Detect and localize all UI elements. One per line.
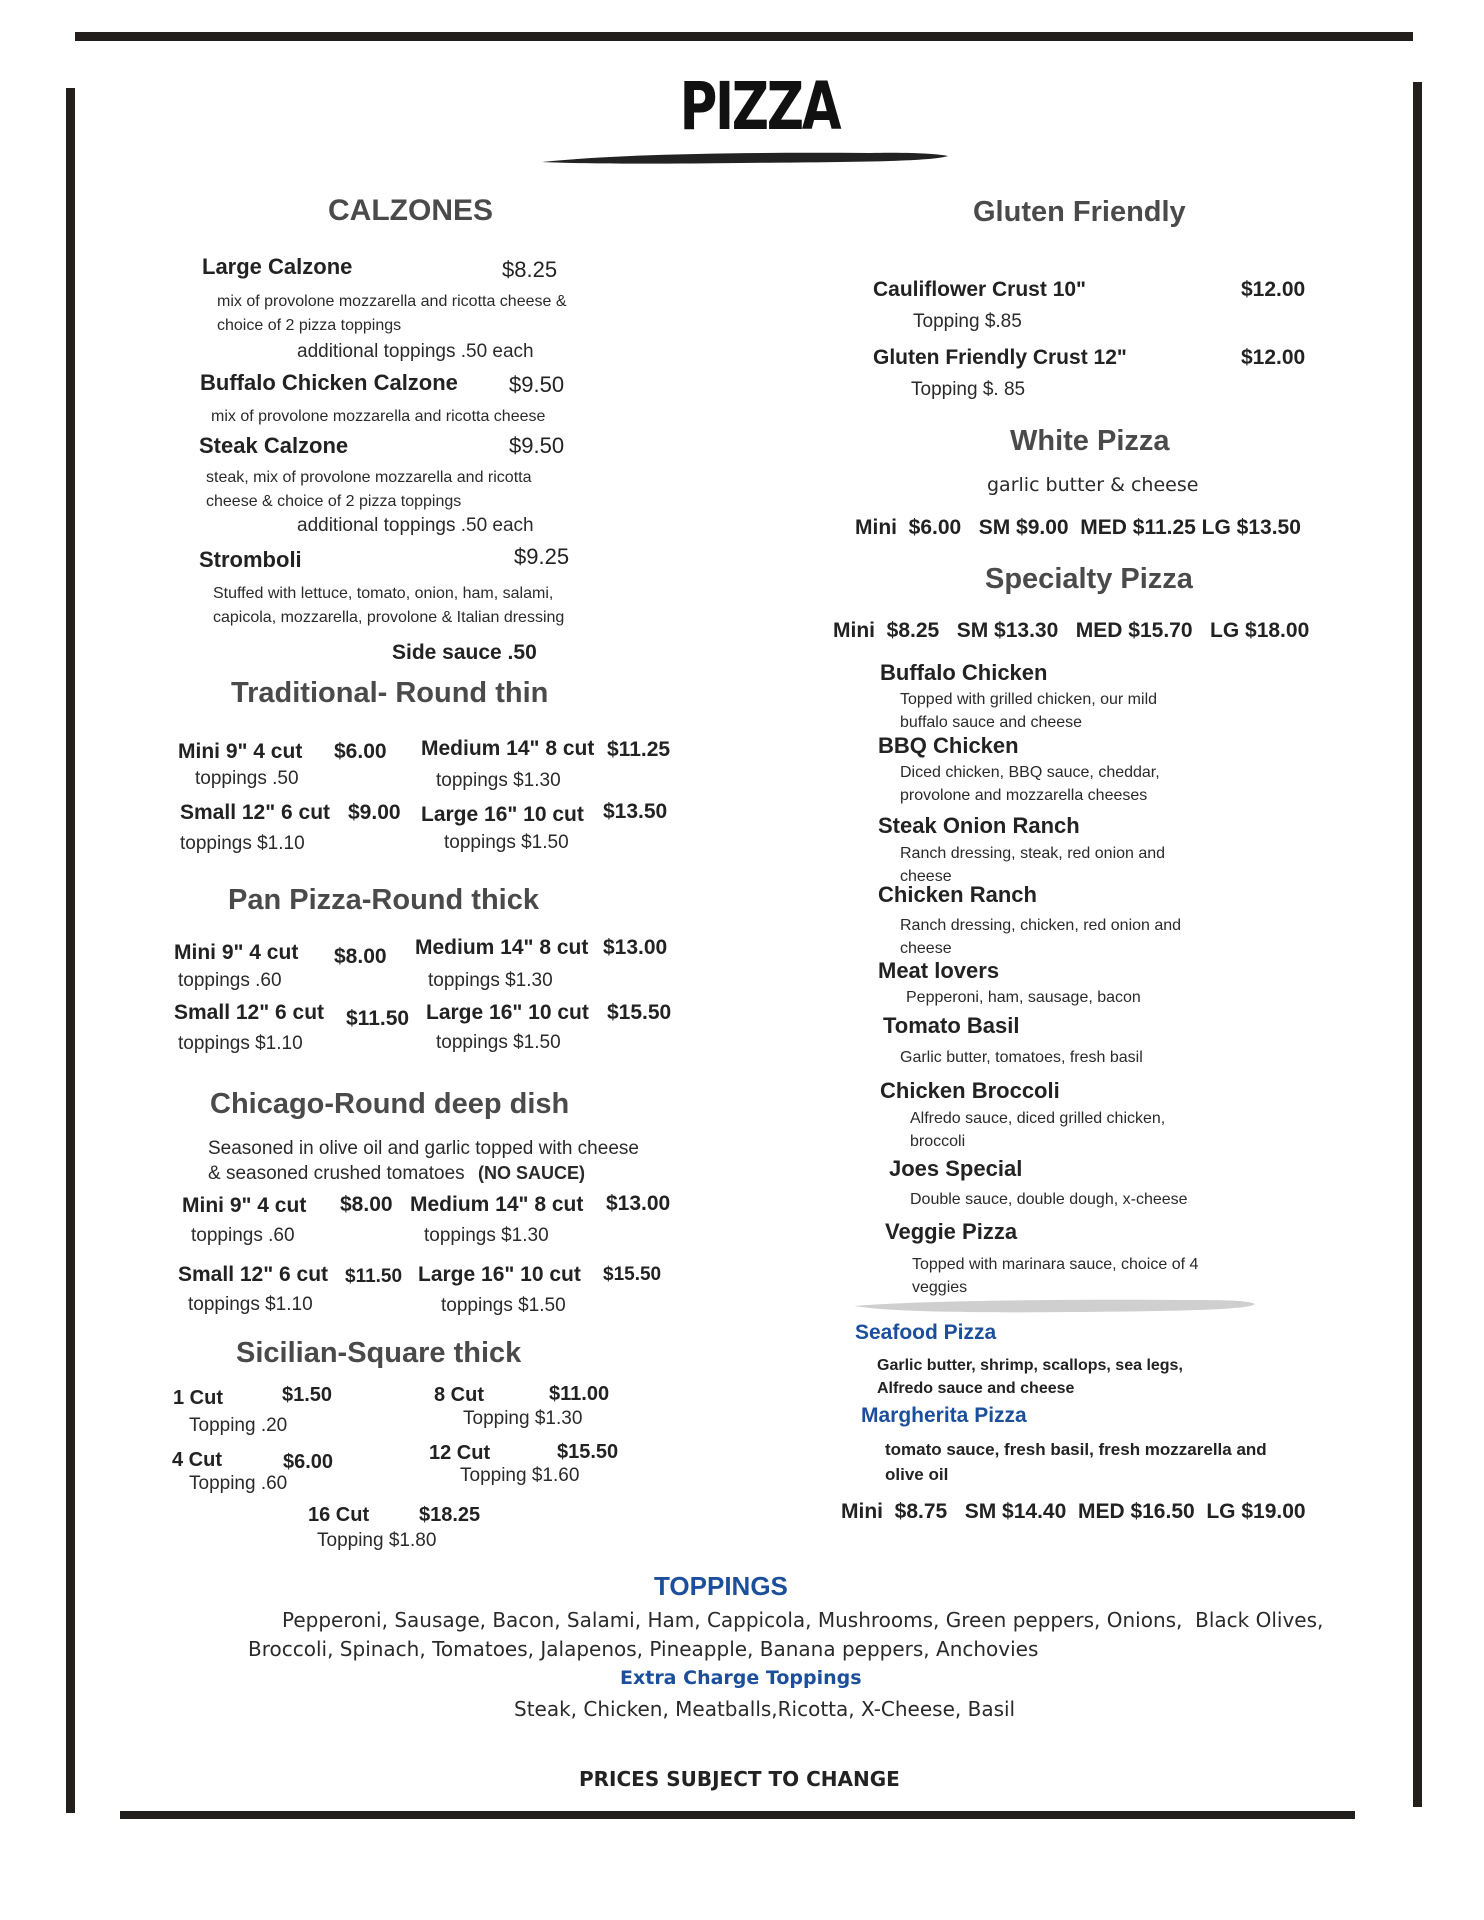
trad-medium-toppings: toppings $1.30 [436,770,561,791]
white-prices: Mini $6.00 SM $9.00 MED $11.25 LG $13.50 [855,516,1301,539]
sp-joes-name: Joes Special [889,1156,1023,1181]
sicilian-8cut: 8 Cut [434,1384,484,1406]
margherita-desc-2: olive oil [885,1465,949,1484]
sicilian-1cut-topping: Topping .20 [189,1415,288,1436]
stromboli-name: Stromboli [199,547,302,572]
sp-steak-desc-1: Ranch dressing, steak, red onion and [900,845,1166,862]
left-border [66,88,75,1813]
steak-calzone-desc-2: cheese & choice of 2 pizza toppings [206,493,462,510]
chicago-mini-toppings: toppings .60 [191,1225,295,1246]
stromboli-desc-2: capicola, mozzarella, provolone & Italian dressing [213,609,565,626]
sp-tomato-desc: Garlic butter, tomatoes, fresh basil [900,1049,1143,1066]
seafood-desc-1: Garlic butter, shrimp, scallops, sea legs, [877,1357,1183,1374]
toppings-heading: TOPPINGS [654,1571,788,1601]
top-border [75,32,1413,41]
sp-bbq-desc-1: Diced chicken, BBQ sauce, cheddar, [900,764,1160,781]
chicago-no-sauce: (NO SAUCE) [478,1163,585,1183]
prices-disclaimer: PRICES SUBJECT TO CHANGE [579,1767,900,1791]
buffalo-calzone-price: $9.50 [509,372,565,397]
pan-medium-size: Medium 14" 8 cut [415,936,589,959]
cauliflower-name: Cauliflower Crust 10" [873,278,1087,301]
gluten-crust-name: Gluten Friendly Crust 12" [873,346,1127,369]
buffalo-calzone-desc: mix of provolone mozzarella and ricotta cheese [211,408,546,425]
sicilian-1cut-price: $1.50 [282,1384,333,1406]
sicilian-1cut: 1 Cut [173,1387,223,1409]
sp-joes-desc: Double sauce, double dough, x-cheese [910,1191,1188,1208]
pan-mini-toppings: toppings .60 [178,970,282,991]
trad-mini-toppings: toppings .50 [195,768,299,789]
trad-large-size: Large 16" 10 cut [421,803,584,826]
sicilian-16cut-topping: Topping $1.80 [317,1530,437,1551]
chicago-desc-1: Seasoned in olive oil and garlic topped with cheese [208,1138,639,1159]
chicago-large-price: $15.50 [603,1264,662,1285]
steak-calzone-extra: additional toppings .50 each [297,515,534,536]
chicago-desc-2: & seasoned crushed tomatoes [208,1163,465,1184]
pan-small-size: Small 12" 6 cut [174,1001,325,1024]
traditional-heading: Traditional- Round thin [231,677,549,709]
sp-ranch-desc-1: Ranch dressing, chicken, red onion and [900,917,1182,934]
large-calzone-extra: additional toppings .50 each [297,341,534,362]
sicilian-16cut: 16 Cut [308,1504,370,1526]
gluten-heading: Gluten Friendly [973,196,1186,228]
white-desc: garlic butter & cheese [987,474,1199,496]
toppings-line-1: Pepperoni, Sausage, Bacon, Salami, Ham, Cappicola, Mushrooms, Green peppers, Onions, Black Olives, [282,1608,1324,1632]
sp-meat-name: Meat lovers [878,958,1000,983]
trad-medium-price: $11.25 [607,738,671,761]
trad-small-size: Small 12" 6 cut [180,801,331,824]
sp-bbq-desc-2: provolone and mozzarella cheeses [900,787,1148,804]
pan-small-toppings: toppings $1.10 [178,1033,303,1054]
gluten-crust-price: $12.00 [1241,346,1306,369]
sp-broccoli-desc-2: broccoli [910,1133,966,1150]
sp-ranch-desc-2: cheese [900,940,952,957]
calzones-heading: CALZONES [328,194,493,227]
steak-calzone-price: $9.50 [509,433,565,458]
sicilian-8cut-price: $11.00 [549,1383,610,1405]
margherita-heading: Margherita Pizza [861,1404,1027,1427]
side-sauce: Side sauce .50 [392,641,537,664]
stromboli-desc-1: Stuffed with lettuce, tomato, onion, ham, salami, [213,585,554,602]
chicago-large-toppings: toppings $1.50 [441,1295,566,1316]
sicilian-16cut-price: $18.25 [419,1504,481,1526]
margherita-prices: Mini $8.75 SM $14.40 MED $16.50 LG $19.00 [841,1500,1306,1523]
sp-veggie-desc-2: veggies [912,1279,968,1296]
pan-heading: Pan Pizza-Round thick [228,884,539,916]
pan-large-size: Large 16" 10 cut [426,1001,589,1024]
specialty-heading: Specialty Pizza [985,563,1193,595]
trad-large-price: $13.50 [603,800,668,823]
white-heading: White Pizza [1010,425,1170,457]
stromboli-price: $9.25 [514,544,570,569]
margherita-desc-1: tomato sauce, fresh basil, fresh mozzarella and [885,1440,1267,1459]
pan-mini-size: Mini 9" 4 cut [174,941,299,964]
chicago-mini-size: Mini 9" 4 cut [182,1194,307,1217]
pan-medium-toppings: toppings $1.30 [428,970,553,991]
page-title: PIZZA [679,68,840,145]
large-calzone-desc-1: mix of provolone mozzarella and ricotta cheese & [217,293,567,310]
large-calzone-name: Large Calzone [202,254,353,279]
sicilian-4cut: 4 Cut [172,1449,222,1471]
trad-large-toppings: toppings $1.50 [444,832,569,853]
chicago-medium-size: Medium 14" 8 cut [410,1193,584,1216]
right-border [1413,82,1422,1807]
chicago-small-toppings: toppings $1.10 [188,1294,313,1315]
chicago-small-price: $11.50 [345,1266,403,1287]
steak-calzone-name: Steak Calzone [199,433,349,458]
chicago-medium-price: $13.00 [606,1192,671,1215]
sicilian-4cut-price: $6.00 [283,1451,334,1473]
sp-buffalo-desc-1: Topped with grilled chicken, our mild [900,691,1158,708]
buffalo-calzone-name: Buffalo Chicken Calzone [200,370,458,395]
sicilian-heading: Sicilian-Square thick [236,1337,522,1369]
pan-large-price: $15.50 [607,1001,672,1024]
chicago-mini-price: $8.00 [340,1193,393,1216]
steak-calzone-desc-1: steak, mix of provolone mozzarella and ricotta [206,469,532,486]
chicago-heading: Chicago-Round deep dish [210,1088,570,1120]
seafood-heading: Seafood Pizza [855,1321,997,1344]
extra-toppings-line: Steak, Chicken, Meatballs,Ricotta, X-Cheese, Basil [514,1697,1016,1721]
gluten-crust-topping: Topping $. 85 [911,379,1026,400]
sp-steak-name: Steak Onion Ranch [878,813,1080,838]
extra-toppings-heading: Extra Charge Toppings [620,1667,862,1689]
sp-meat-desc: Pepperoni, ham, sausage, bacon [906,989,1141,1006]
sicilian-12cut-price: $15.50 [557,1441,619,1463]
large-calzone-price: $8.25 [502,257,558,282]
sp-broccoli-name: Chicken Broccoli [880,1078,1060,1103]
sicilian-12cut: 12 Cut [429,1442,491,1464]
grey-brush-divider [852,1296,1257,1316]
brush-stroke-divider [540,148,950,168]
sicilian-8cut-topping: Topping $1.30 [463,1408,583,1429]
pan-mini-price: $8.00 [334,945,387,968]
pan-large-toppings: toppings $1.50 [436,1032,561,1053]
trad-mini-price: $6.00 [334,740,387,763]
trad-small-price: $9.00 [348,801,401,824]
chicago-medium-toppings: toppings $1.30 [424,1225,549,1246]
sp-buffalo-desc-2: buffalo sauce and cheese [900,714,1083,731]
large-calzone-desc-2: choice of 2 pizza toppings [217,317,402,334]
sp-veggie-name: Veggie Pizza [885,1219,1018,1244]
toppings-line-2: Broccoli, Spinach, Tomatoes, Jalapenos, Pineapple, Banana peppers, Anchovies [248,1637,1039,1661]
trad-small-toppings: toppings $1.10 [180,833,305,854]
trad-medium-size: Medium 14" 8 cut [421,737,595,760]
cauliflower-price: $12.00 [1241,278,1306,301]
sp-bbq-name: BBQ Chicken [878,733,1019,758]
chicago-large-size: Large 16" 10 cut [418,1263,581,1286]
chicago-small-size: Small 12" 6 cut [178,1263,329,1286]
specialty-prices: Mini $8.25 SM $13.30 MED $15.70 LG $18.00 [833,619,1310,642]
cauliflower-topping: Topping $.85 [913,311,1022,332]
sp-buffalo-name: Buffalo Chicken [880,660,1048,685]
sicilian-12cut-topping: Topping $1.60 [460,1465,580,1486]
pan-medium-price: $13.00 [603,936,668,959]
sp-broccoli-desc-1: Alfredo sauce, diced grilled chicken, [910,1110,1166,1127]
trad-mini-size: Mini 9" 4 cut [178,740,303,763]
sp-veggie-desc-1: Topped with marinara sauce, choice of 4 [912,1256,1199,1273]
sp-steak-desc-2: cheese [900,868,952,885]
sicilian-4cut-topping: Topping .60 [189,1473,288,1494]
sp-tomato-name: Tomato Basil [883,1013,1020,1038]
seafood-desc-2: Alfredo sauce and cheese [877,1380,1075,1397]
bottom-border [120,1811,1355,1819]
sp-ranch-name: Chicken Ranch [878,882,1037,907]
pan-small-price: $11.50 [346,1007,410,1030]
